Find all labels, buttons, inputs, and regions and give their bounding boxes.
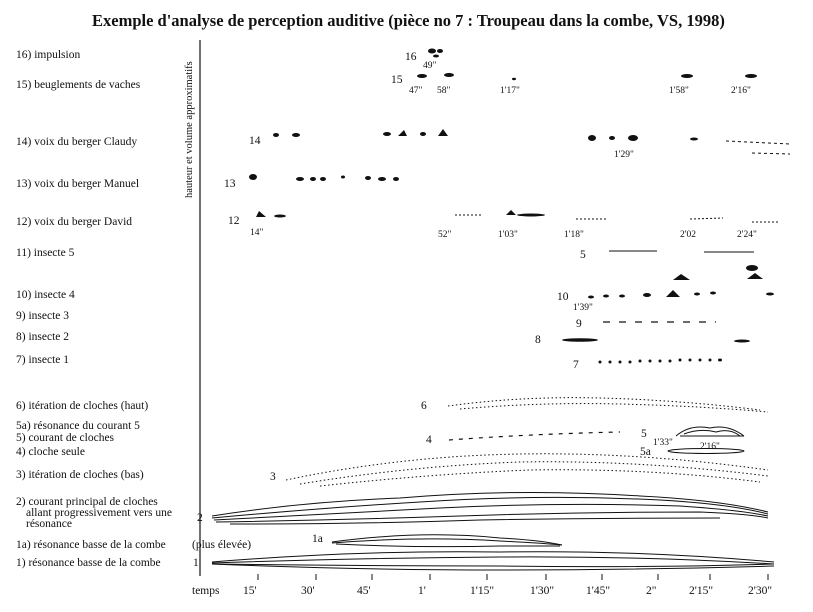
track-number-15: 15 [391, 74, 403, 86]
track-6-iteration-haut [448, 398, 768, 412]
row-label-5: 5) courant de cloches [16, 432, 115, 444]
track-2-courant-principal [212, 492, 768, 524]
track-15-beuglements [417, 73, 757, 80]
time-mark: 58" [437, 86, 451, 96]
time-mark: 2'24" [737, 230, 757, 240]
row-label-1a: 1a) résonance basse de la combe [16, 539, 166, 551]
row-label-1a-note: (plus élevée) [192, 539, 252, 551]
time-mark: 1'18" [564, 230, 584, 240]
row-label-3: 3) itération de cloches (bas) [16, 469, 144, 481]
time-mark: 2'02 [680, 230, 696, 240]
track-number-3: 3 [270, 471, 276, 483]
track-number-6: 6 [421, 400, 427, 412]
track-5a-resonance [668, 449, 744, 454]
time-tick: 1'15" [470, 585, 495, 597]
track-number-12: 12 [228, 215, 240, 227]
row-label-13: 13) voix du berger Manuel [16, 178, 140, 190]
time-mark: 14" [250, 228, 264, 238]
track-number-4: 4 [426, 434, 432, 446]
time-mark: 1'58" [669, 86, 689, 96]
time-axis-ticks [258, 574, 768, 580]
track-number-1a: 1a [312, 533, 323, 545]
track-5-courant [676, 427, 744, 436]
track-14-claudy-tail [726, 141, 790, 154]
track-number-11: 5 [580, 249, 586, 261]
time-mark: 2'16" [731, 86, 751, 96]
track-number-9: 9 [576, 318, 582, 330]
time-tick: 1'30" [530, 585, 555, 597]
track-7-insecte-1 [599, 359, 723, 364]
row-label-11: 11) insecte 5 [16, 247, 75, 259]
track-10-insecte-4 [588, 265, 774, 299]
vertical-axis-label: hauteur et volume approximatifs [184, 61, 195, 198]
time-mark: 1'33" [653, 438, 673, 448]
track-8-insecte-2 [562, 338, 750, 342]
track-12-david [256, 210, 545, 218]
row-label-14: 14) voix du berger Claudy [16, 136, 138, 148]
row-label-6: 6) itération de cloches (haut) [16, 400, 149, 412]
diagram-title: Exemple d'analyse de perception auditive (pièce no 7 : Troupeau dans la combe, VS, 1998) [92, 11, 725, 30]
track-1a-resonance [332, 535, 562, 547]
time-tick: 45' [357, 585, 371, 597]
row-label-15: 15) beuglements de vaches [16, 79, 141, 91]
track-number-16: 16 [405, 51, 417, 63]
row-label-7: 7) insecte 1 [16, 354, 70, 366]
row-label-16: 16) impulsion [16, 49, 81, 61]
track-number-5a: 5a [640, 446, 651, 458]
time-tick: 30' [301, 585, 315, 597]
track-number-5: 5 [641, 428, 647, 440]
track-number-1: 1 [193, 557, 199, 569]
row-label-1: 1) résonance basse de la combe [16, 557, 161, 569]
track-number-2: 2 [197, 512, 203, 524]
row-label-2-line2: allant progressivement vers une [26, 507, 172, 519]
time-tick: 2'30" [748, 585, 773, 597]
time-tick: 2'15" [689, 585, 714, 597]
time-mark: 1'39" [573, 303, 593, 313]
track-4-cloche-seule [449, 432, 620, 440]
track-number-7: 7 [573, 359, 579, 371]
time-mark: 52" [438, 230, 452, 240]
time-axis-label: temps [192, 585, 220, 597]
time-mark: 2'16" [700, 442, 720, 452]
track-14-claudy [273, 129, 698, 141]
row-label-9: 9) insecte 3 [16, 310, 70, 322]
time-mark: 1'29" [614, 150, 634, 160]
track-1-resonance [212, 552, 774, 570]
row-label-2-line3: résonance [26, 518, 72, 530]
track-12-david-dashes [455, 215, 778, 222]
track-number-8: 8 [535, 334, 541, 346]
row-label-4: 4) cloche seule [16, 446, 85, 458]
row-label-5a: 5a) résonance du courant 5 [16, 420, 140, 432]
track-13-manuel [249, 174, 399, 181]
row-label-2: 2) courant principal de cloches [16, 496, 158, 508]
track-11-insecte-5 [609, 251, 754, 252]
track-number-14: 14 [249, 135, 261, 147]
time-tick: 15' [243, 585, 257, 597]
time-mark: 47" [409, 86, 423, 96]
track-number-13: 13 [224, 178, 236, 190]
time-tick: 2" [646, 585, 657, 597]
time-mark: 1'03" [498, 230, 518, 240]
track-number-10: 10 [557, 291, 569, 303]
row-label-12: 12) voix du berger David [16, 216, 133, 228]
time-tick: 1' [418, 585, 426, 597]
time-tick: 1'45" [586, 585, 611, 597]
row-label-10: 10) insecte 4 [16, 289, 75, 301]
track-3-iteration-bas [286, 454, 768, 486]
time-mark: 49" [423, 61, 437, 71]
row-label-8: 8) insecte 2 [16, 331, 70, 343]
track-16-impulsion [428, 49, 443, 58]
time-mark: 1'17" [500, 86, 520, 96]
